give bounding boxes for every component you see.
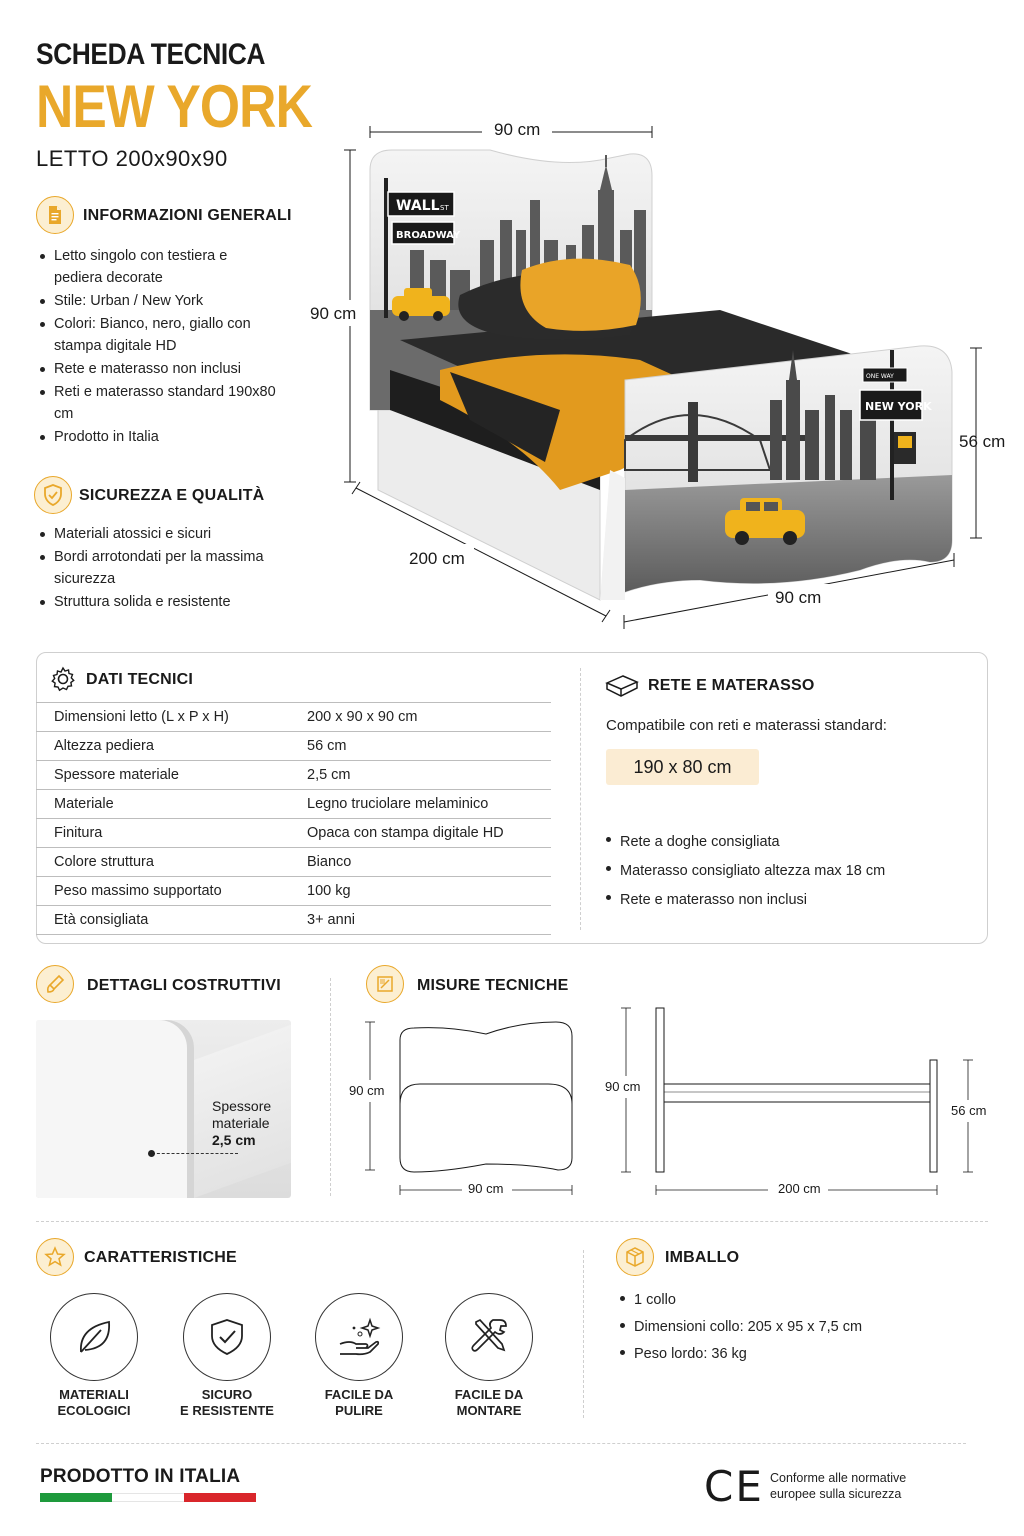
table-row [36, 877, 551, 906]
star-icon [36, 1238, 74, 1276]
features-title: CARATTERISTICHE [84, 1249, 237, 1266]
mattress-intro: Compatibile con reti e materassi standard: [606, 717, 887, 734]
feature-line: FACILE DA [324, 1387, 394, 1402]
hero-foot-width-label: 90 cm [775, 588, 822, 607]
technical-drawings [340, 1000, 1000, 1210]
tech-title: DATI TECNICI [86, 671, 193, 688]
tech-table [36, 702, 551, 935]
row-value: 2,5 cm [289, 761, 551, 790]
ce-line: Conforme alle normative [770, 1471, 907, 1485]
sign-broadway: BROADWAY [396, 230, 461, 241]
table-row [36, 790, 551, 819]
row-value: Legno truciolare melaminico [289, 790, 551, 819]
general-info-list [36, 245, 276, 449]
section-divider [330, 978, 331, 1196]
side-height-label: 90 cm [605, 1079, 641, 1094]
front-height-label: 90 cm [349, 1083, 385, 1098]
feature-line: FACILE DA [454, 1387, 524, 1402]
list-item: Prodotto in Italia [36, 426, 276, 448]
row-label: Spessore materiale [36, 761, 289, 790]
made-in-italy: PRODOTTO IN ITALIA [40, 1466, 241, 1487]
feature-label [34, 1387, 154, 1419]
list-item: Materasso consigliato altezza max 18 cm [602, 857, 962, 885]
ruler-icon [366, 965, 404, 1003]
feature-label [167, 1387, 287, 1419]
card-divider [580, 668, 581, 930]
list-item: 1 collo [616, 1287, 956, 1313]
hero-length-label: 200 cm [409, 549, 465, 568]
side-length-label: 200 cm [778, 1181, 821, 1196]
sign-wall: WALL [396, 198, 440, 214]
row-value: 3+ anni [289, 906, 551, 935]
row-value: 200 x 90 x 90 cm [289, 703, 551, 732]
row-label: Finitura [36, 819, 289, 848]
mattress-title: RETE E MATERASSO [648, 677, 815, 694]
list-item: Peso lordo: 36 kg [616, 1341, 956, 1367]
hero-width-label: 90 cm [494, 120, 541, 139]
row-label: Età consigliata [36, 906, 289, 935]
list-item: Reti e materasso standard 190x80 cm [36, 381, 276, 425]
table-row [36, 732, 551, 761]
hand-sparkle-icon [315, 1293, 403, 1381]
feature-label [299, 1387, 419, 1419]
page-kicker: SCHEDA TECNICA [36, 38, 266, 71]
product-subtitle: LETTO 200x90x90 [36, 146, 228, 171]
table-row [36, 848, 551, 877]
section-divider [36, 1443, 966, 1444]
row-value: 56 cm [289, 732, 551, 761]
row-label: Altezza pediera [36, 732, 289, 761]
callout-line: Spessore [212, 1098, 272, 1114]
safety-list [36, 523, 276, 614]
list-item: Stile: Urban / New York [36, 290, 276, 312]
hero-height-label: 90 cm [310, 304, 357, 323]
feature-line: SICURO [201, 1387, 253, 1402]
list-item: Rete e materasso non inclusi [602, 886, 962, 914]
list-item: Materiali atossici e sicuri [36, 523, 276, 545]
row-label: Peso massimo supportato [36, 877, 289, 906]
row-value: Bianco [289, 848, 551, 877]
ce-line: europee sulla sicurezza [770, 1487, 902, 1501]
list-item: Colori: Bianco, nero, giallo con stampa digitale HD [36, 313, 276, 357]
mattress-icon [605, 673, 639, 704]
callout-value: 2,5 cm [212, 1132, 256, 1148]
leaf-icon [50, 1293, 138, 1381]
feature-line: E RESISTENTE [180, 1403, 274, 1418]
row-label: Colore struttura [36, 848, 289, 877]
side-foot-label: 56 cm [951, 1103, 987, 1118]
feature-line: MONTARE [456, 1403, 522, 1418]
feature-line: MATERIALI [59, 1387, 129, 1402]
section-divider [36, 1221, 988, 1222]
table-row [36, 819, 551, 848]
sign-st: ST [440, 204, 449, 212]
document-icon [36, 196, 74, 234]
list-item: Rete a doghe consigliata [602, 828, 962, 856]
section-divider [583, 1250, 584, 1418]
hero-foot-height-label: 56 cm [959, 432, 1006, 451]
feature-line: ECOLOGICI [57, 1403, 131, 1418]
measures-title: MISURE TECNICHE [417, 977, 569, 994]
gear-icon [50, 666, 76, 697]
general-info-title: INFORMAZIONI GENERALI [83, 207, 292, 224]
table-row [36, 703, 551, 732]
construction-title: DETTAGLI COSTRUTTIVI [87, 977, 281, 994]
safety-title: SICUREZZA E QUALITÀ [79, 487, 265, 504]
row-value: 100 kg [289, 877, 551, 906]
feature-line: PULIRE [335, 1403, 383, 1418]
feature-label [429, 1387, 549, 1419]
mattress-list [602, 828, 962, 915]
table-row [36, 761, 551, 790]
row-label: Materiale [36, 790, 289, 819]
ce-text [770, 1470, 906, 1502]
list-item: Letto singolo con testiera e pediera decorate [36, 245, 276, 289]
table-row [36, 906, 551, 935]
row-label: Dimensioni letto (L x P x H) [36, 703, 289, 732]
packaging-title: IMBALLO [665, 1249, 740, 1266]
list-item: Dimensioni collo: 205 x 95 x 7,5 cm [616, 1314, 956, 1340]
brush-icon [36, 965, 74, 1003]
italian-flag [40, 1493, 256, 1502]
mattress-size-badge: 190 x 80 cm [606, 749, 759, 785]
list-item: Bordi arrotondati per la massima sicurezza [36, 546, 276, 590]
sign-new-york: NEW YORK [865, 400, 932, 413]
shield-icon [34, 476, 72, 514]
sign-one-way: ONE WAY [866, 373, 894, 380]
list-item: Struttura solida e resistente [36, 591, 276, 613]
callout-line: materiale [212, 1115, 270, 1131]
packaging-list [616, 1287, 956, 1368]
list-item: Rete e materasso non inclusi [36, 358, 276, 380]
shield-check-icon [183, 1293, 271, 1381]
front-width-label: 90 cm [468, 1181, 504, 1196]
box-icon [616, 1238, 654, 1276]
product-name: NEW YORK [36, 73, 312, 140]
ce-mark: CE [704, 1462, 764, 1511]
tools-icon [445, 1293, 533, 1381]
thickness-callout [212, 1098, 271, 1149]
row-value: Opaca con stampa digitale HD [289, 819, 551, 848]
